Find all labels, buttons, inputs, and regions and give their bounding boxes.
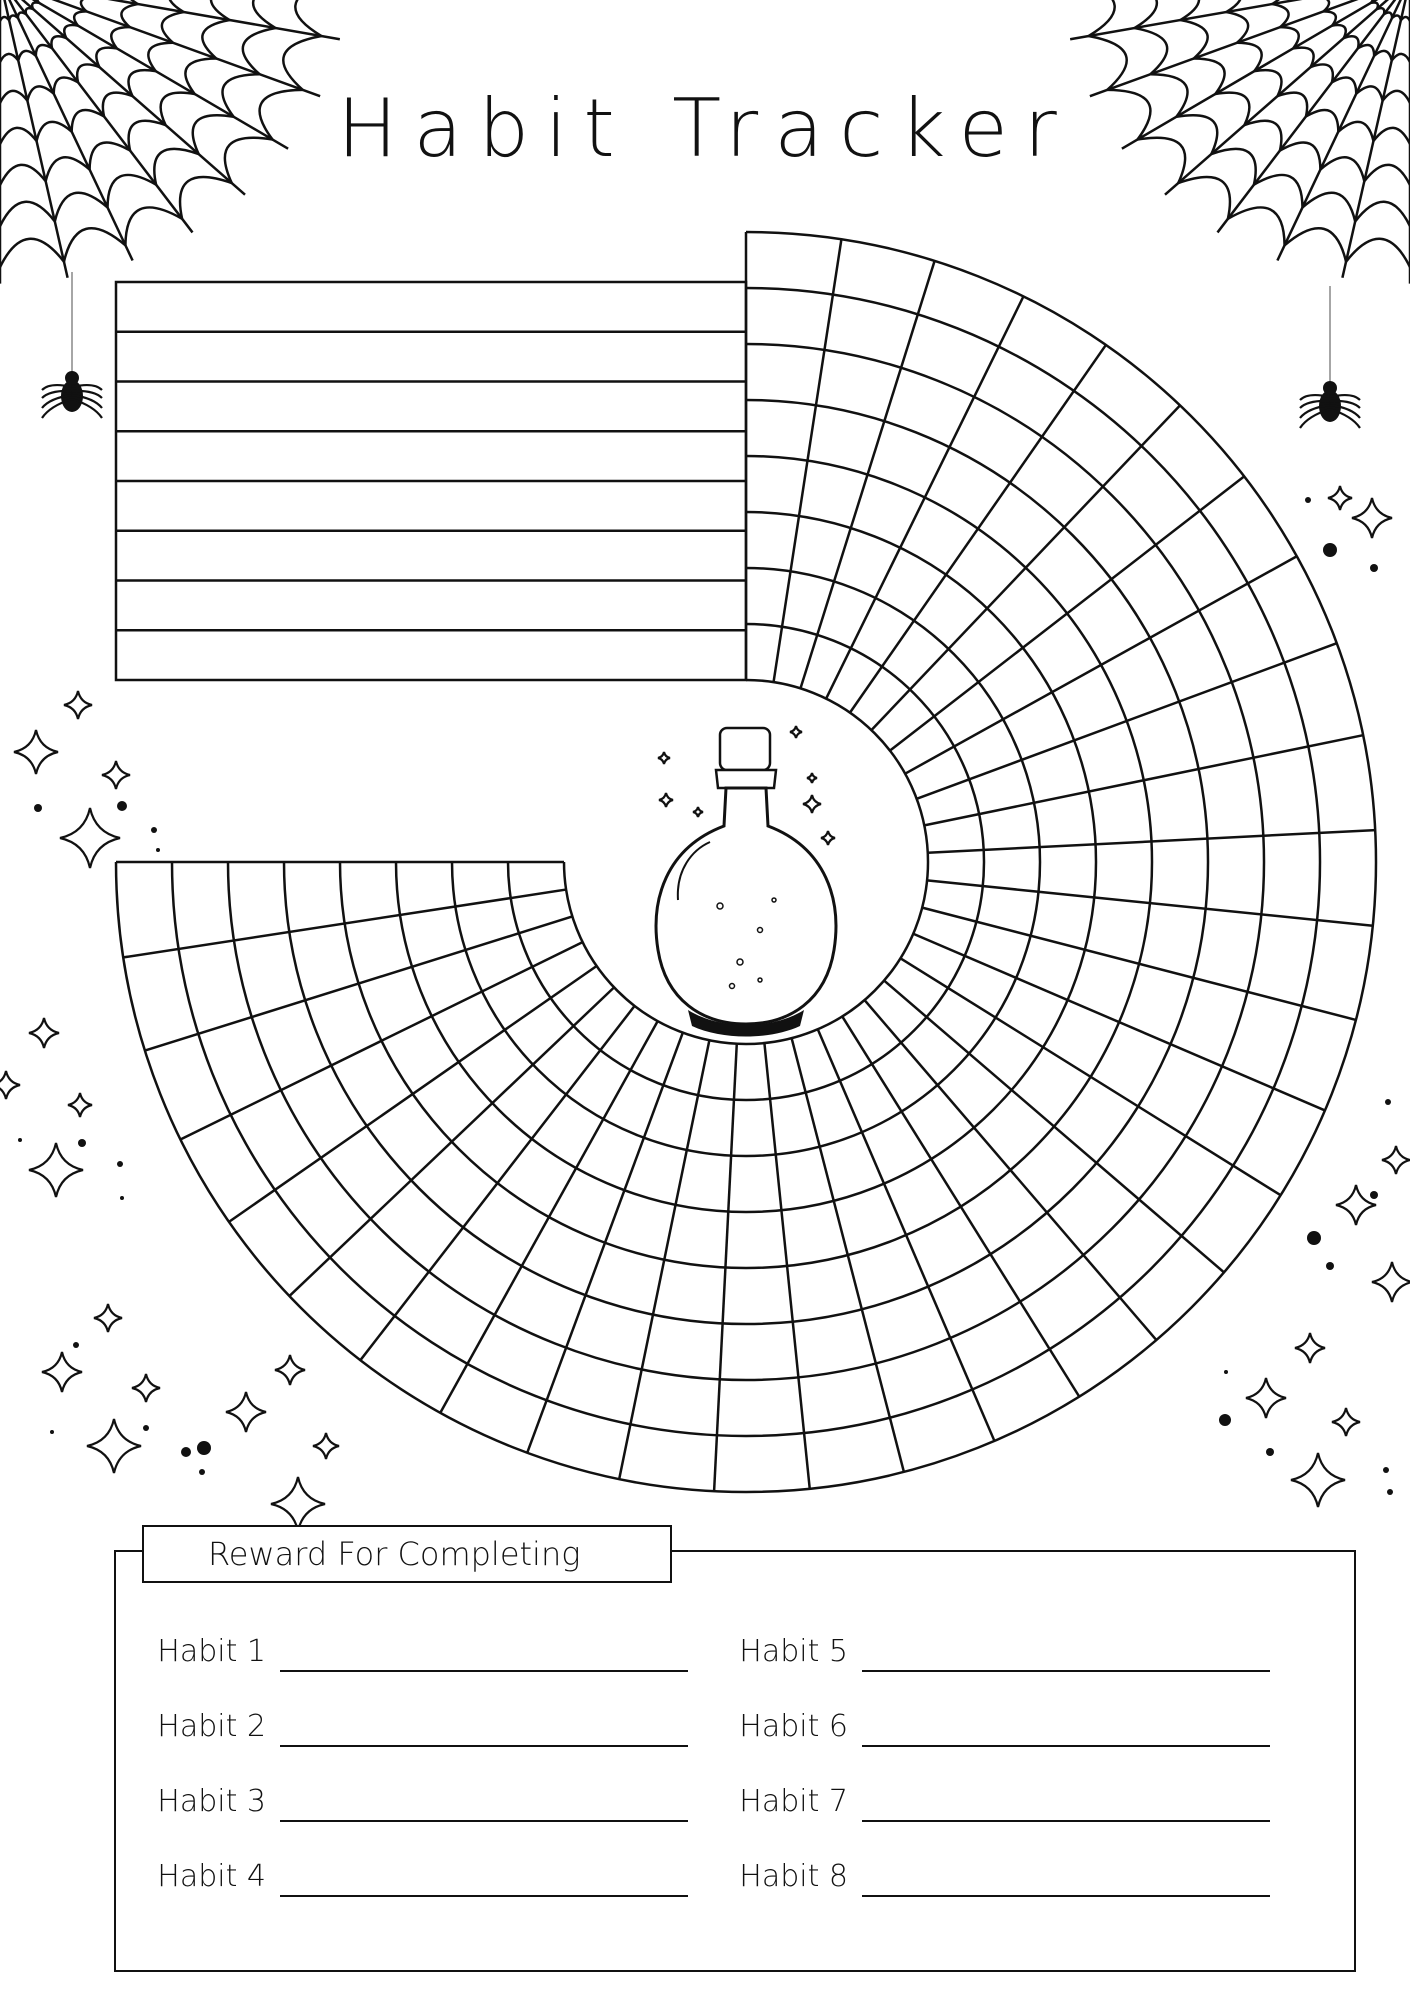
habit-label: Habit 4: [157, 1859, 266, 1894]
dot: [181, 1447, 191, 1457]
dot: [1307, 1231, 1321, 1245]
potion-bottle-icon: [656, 728, 836, 1037]
habit-label: Habit 2: [157, 1709, 266, 1744]
page-title: Habit Tracker: [337, 82, 1073, 175]
dot: [117, 801, 127, 811]
dot: [73, 1342, 79, 1348]
reward-write-line[interactable]: [280, 1745, 688, 1747]
reward-section: [114, 1550, 1356, 1972]
dot: [1387, 1489, 1393, 1495]
wheel-spoke: [289, 987, 614, 1296]
dot: [1383, 1467, 1389, 1473]
reward-heading: Reward For Completing: [142, 1525, 672, 1583]
reward-write-line[interactable]: [862, 1745, 1270, 1747]
wheel-spoke: [865, 1000, 1157, 1340]
sparkle-icon: [226, 1392, 266, 1432]
dot: [1305, 497, 1311, 503]
sparkle-icon: [271, 1477, 325, 1531]
sparkle-icon: [1382, 1146, 1410, 1174]
habit-label: Habit 3: [157, 1784, 266, 1819]
sparkle-icon: [1332, 1408, 1360, 1436]
dot: [117, 1161, 123, 1167]
sparkle-icon: [658, 752, 670, 764]
habit-name-rows: [116, 282, 746, 680]
dot: [1385, 1099, 1391, 1105]
sparkle-icon: [659, 793, 673, 807]
bottle-lip: [716, 770, 776, 788]
sparkle-icon: [1295, 1333, 1325, 1363]
dot: [1370, 564, 1378, 572]
sparkle-icon: [1246, 1378, 1286, 1418]
dot: [1326, 1262, 1334, 1270]
sparkle-icon: [790, 726, 802, 738]
reward-write-line[interactable]: [280, 1820, 688, 1822]
sparkle-icon: [94, 1304, 122, 1332]
sparkle-icon: [42, 1352, 82, 1392]
dot: [78, 1139, 86, 1147]
dot: [156, 848, 160, 852]
reward-write-line[interactable]: [862, 1820, 1270, 1822]
dot: [197, 1441, 211, 1455]
dot: [50, 1430, 54, 1434]
reward-write-line[interactable]: [280, 1895, 688, 1897]
wheel-spoke: [871, 405, 1180, 730]
reward-write-line[interactable]: [862, 1670, 1270, 1672]
sparkle-icon: [68, 1093, 92, 1117]
wheel-spoke: [913, 934, 1325, 1111]
habit-label: Habit 1: [157, 1634, 266, 1669]
sparkle-icon: [1291, 1453, 1345, 1507]
dot: [1370, 1191, 1378, 1199]
sparkle-icon: [693, 807, 703, 817]
dot: [1266, 1448, 1274, 1456]
wheel-spoke: [927, 880, 1373, 925]
sparkle-icon: [132, 1374, 160, 1402]
dot: [143, 1425, 149, 1431]
wheel-spoke: [890, 476, 1244, 750]
sparkle-icon: [87, 1419, 141, 1473]
sparkle-icon: [313, 1433, 339, 1459]
wheel-spoke: [917, 643, 1337, 799]
sparkle-icon: [807, 773, 817, 783]
wheel-spoke: [774, 239, 842, 682]
spider-icon: [1300, 286, 1360, 428]
sparkle-icon: [14, 730, 58, 774]
sparkle-icon: [1352, 498, 1392, 538]
wheel-spoke: [842, 1016, 1079, 1396]
dot: [120, 1196, 124, 1200]
wheel-spoke: [619, 1040, 709, 1479]
bottle-cork: [720, 728, 770, 770]
sparkle-icon: [0, 1071, 20, 1099]
dot: [34, 804, 42, 812]
bottle-body: [656, 788, 836, 1024]
reward-write-line[interactable]: [862, 1895, 1270, 1897]
wheel-spoke: [922, 908, 1356, 1020]
habit-label: Habit 7: [739, 1784, 848, 1819]
wheel-spoke: [145, 916, 572, 1050]
sparkle-icon: [1328, 486, 1352, 510]
wheel-spoke: [792, 1038, 904, 1472]
sparkle-icon: [29, 1143, 83, 1197]
wheel-spoke: [924, 735, 1363, 825]
sparkle-icon: [803, 795, 821, 813]
sparkle-icon: [1372, 1262, 1410, 1302]
wheel-spoke: [900, 958, 1280, 1195]
wheel-spoke: [884, 981, 1224, 1273]
sparkle-icon: [60, 808, 120, 868]
dot: [199, 1469, 205, 1475]
sparkle-icon: [821, 831, 835, 845]
dot: [1219, 1414, 1231, 1426]
dot: [151, 827, 157, 833]
sparkle-icon: [1336, 1185, 1376, 1225]
wheel-spoke: [527, 1033, 683, 1453]
sparkle-icon: [275, 1355, 305, 1385]
dot: [1224, 1370, 1228, 1374]
wheel-spoke: [123, 890, 566, 958]
sparkle-icon: [29, 1018, 59, 1048]
wheel-spoke: [360, 1006, 634, 1360]
reward-write-line[interactable]: [280, 1670, 688, 1672]
spider-icon: [42, 272, 102, 418]
wheel-spoke: [818, 1029, 995, 1441]
habit-label: Habit 5: [739, 1634, 848, 1669]
sparkle-icon: [64, 691, 92, 719]
habit-label: Habit 6: [739, 1709, 848, 1744]
dot: [18, 1138, 22, 1142]
sparkle-icon: [102, 761, 130, 789]
dot: [1323, 543, 1337, 557]
wheel-spoke: [764, 1043, 809, 1489]
habit-label: Habit 8: [739, 1859, 848, 1894]
wheel-spoke: [800, 261, 934, 688]
